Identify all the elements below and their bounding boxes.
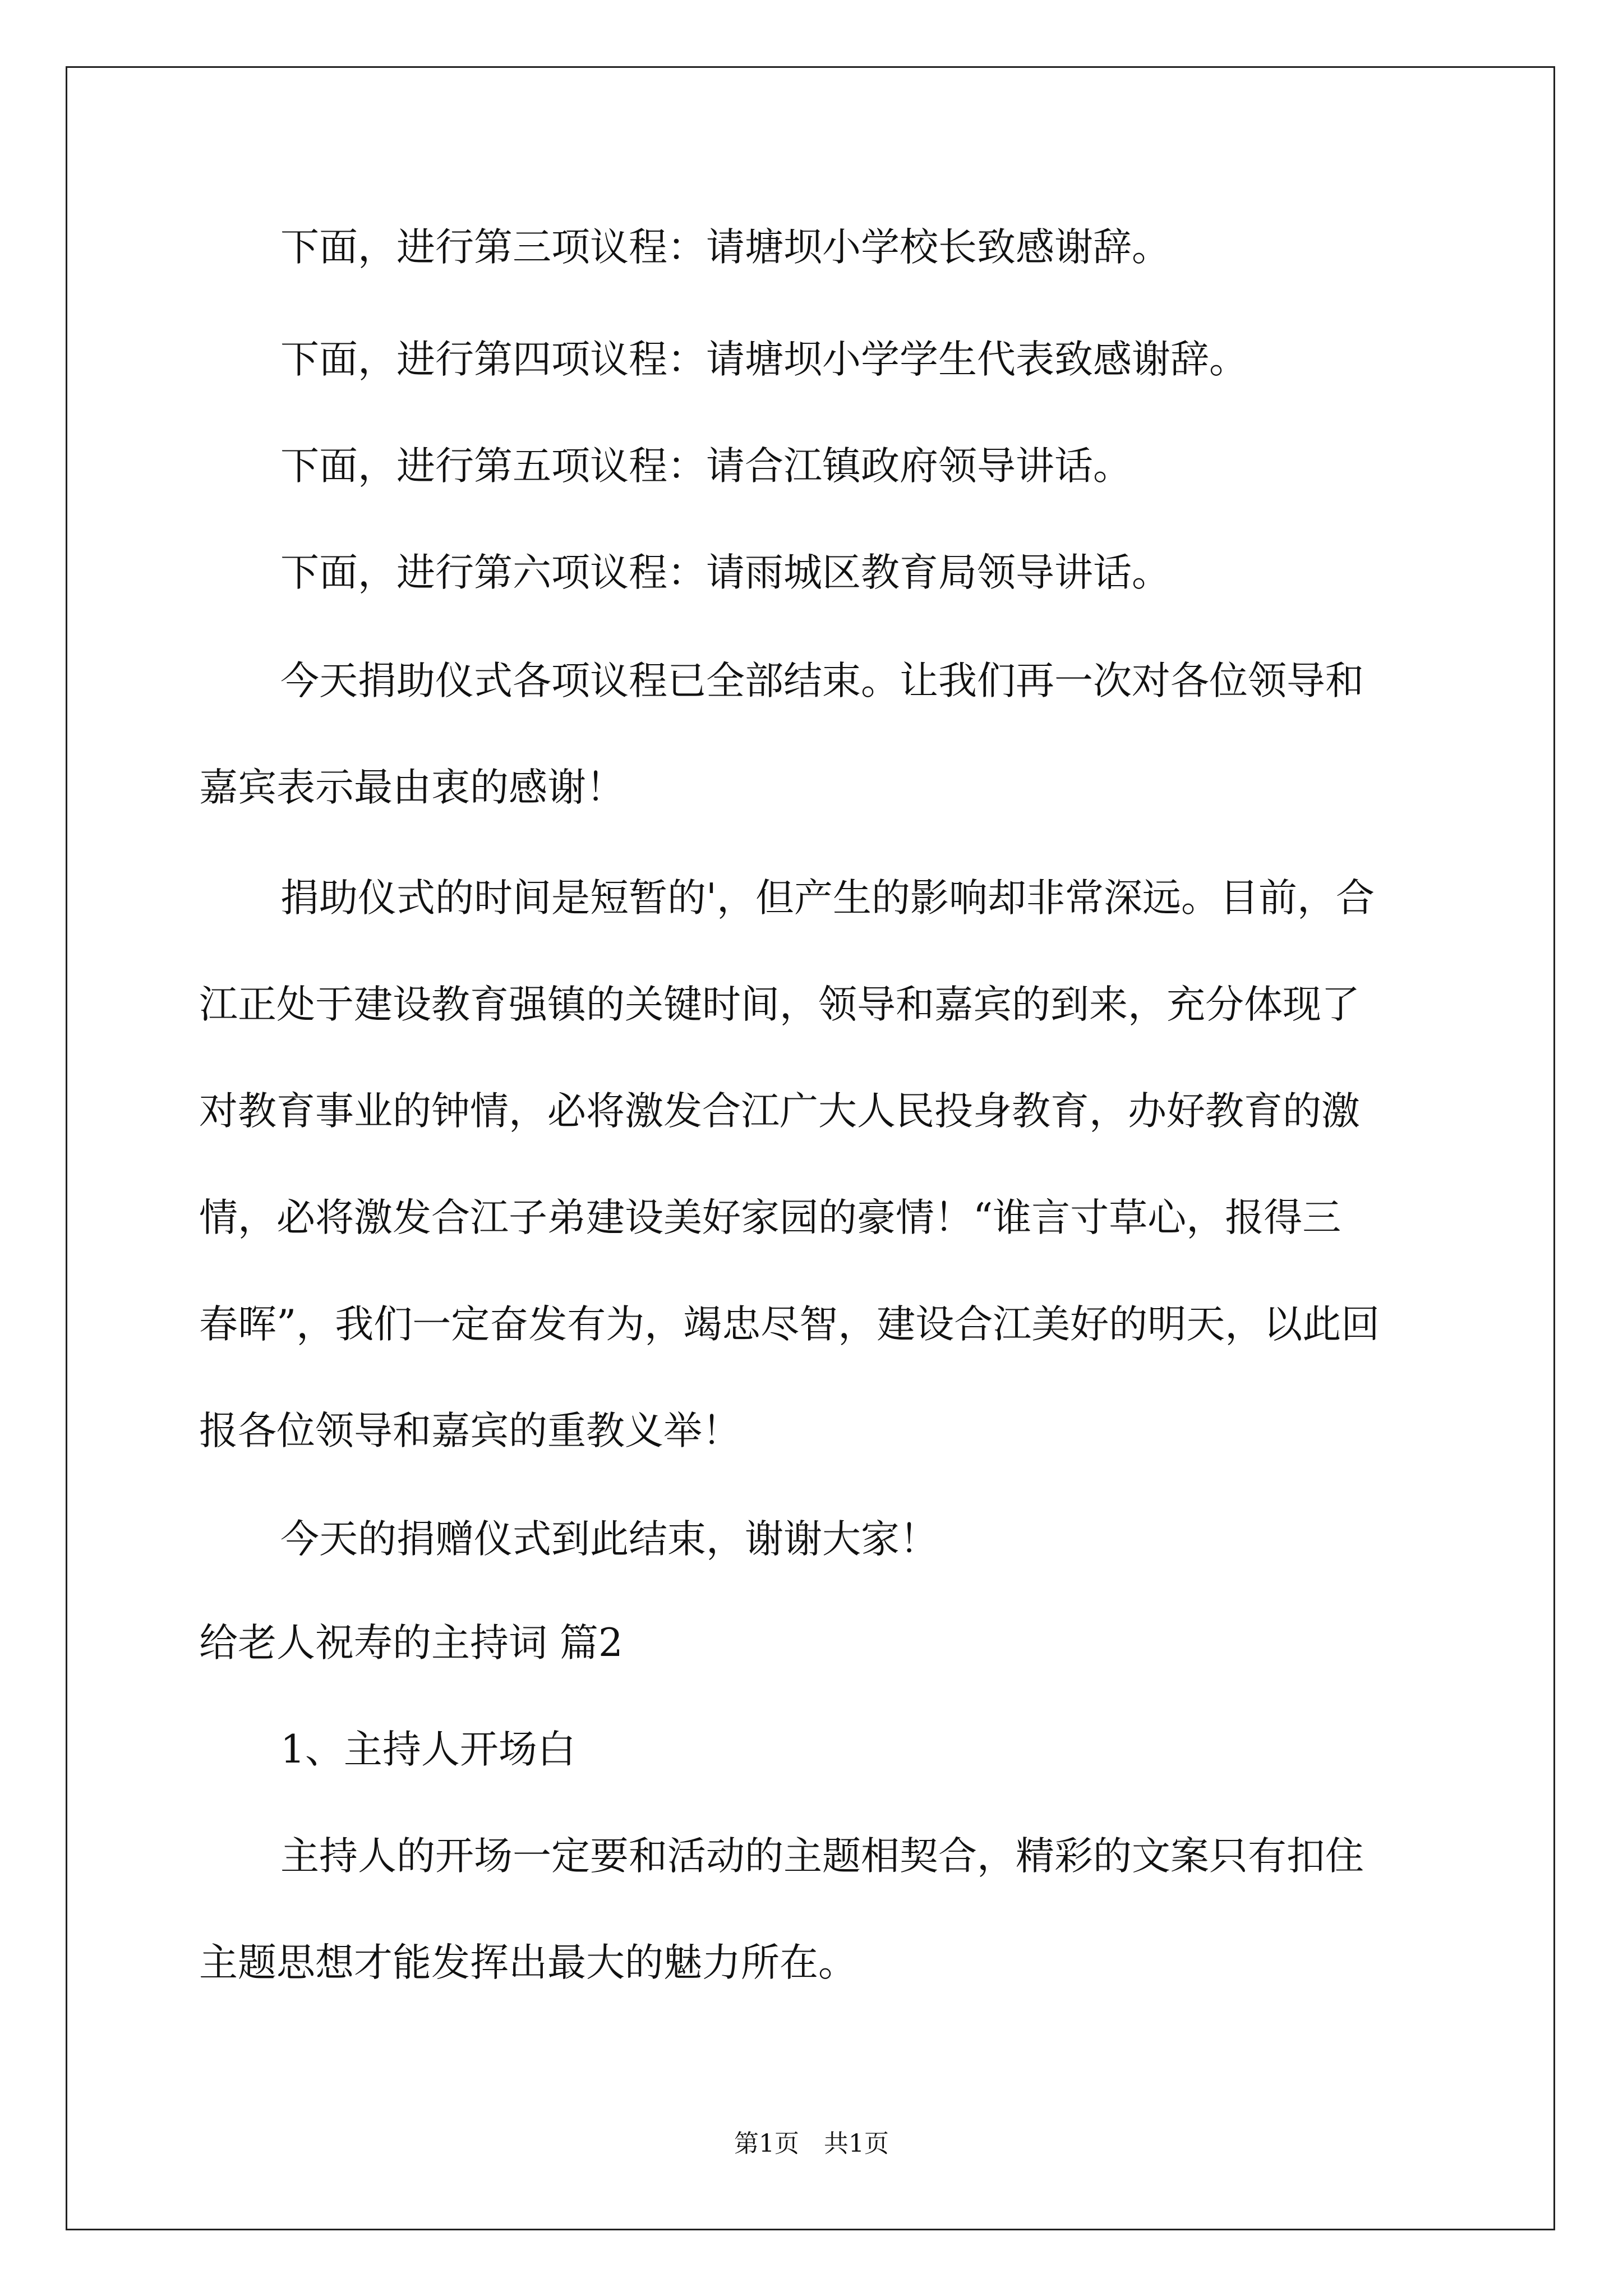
paragraph-agenda-5: 下面，进行第五项议程：请合江镇政府领导讲话。	[280, 444, 1132, 489]
subsection-heading: 1、主持人开场白	[280, 1727, 576, 1772]
paragraph-closing-line: 今天捐助仪式各项议程已全部结束。让我们再一次对各位领导和	[280, 659, 1364, 703]
page-border	[66, 66, 1555, 2230]
paragraph-agenda-6: 下面，进行第六项议程：请雨城区教育局领导讲话。	[280, 550, 1170, 595]
paragraph-impact-line: 江正处于建设教育强镇的关键时间，领导和嘉宾的到来，充分体现了	[199, 982, 1360, 1027]
paragraph-impact-line: 对教育事业的钟情，必将激发合江广大人民投身教育，办好教育的激	[199, 1089, 1360, 1134]
paragraph-host-opening: 主持人的开场一定要和活动的主题相契合，精彩的文案只有扣住	[280, 1834, 1364, 1879]
paragraph-closing-line: 嘉宾表示最由衷的感谢！	[199, 765, 625, 810]
section-heading: 给老人祝寿的主持词 篇2	[199, 1621, 623, 1665]
paragraph-impact-line: 春晖”，我们一定奋发有为，竭忠尽智，建设合江美好的明天，以此回	[199, 1302, 1380, 1347]
paragraph-impact-line: 报各位领导和嘉宾的重教义举！	[199, 1409, 741, 1453]
page-footer: 第1页 共1页	[734, 2129, 889, 2158]
paragraph-agenda-3: 下面，进行第三项议程：请塘坝小学校长致感谢辞。	[280, 225, 1170, 270]
paragraph-host-opening: 主题思想才能发挥出最大的魅力所在。	[199, 1940, 857, 1985]
paragraph-agenda-4: 下面，进行第四项议程：请塘坝小学学生代表致感谢辞。	[280, 337, 1248, 382]
paragraph-impact-line: 捐助仪式的时间是短暂的'，但产生的影响却非常深远。目前，合	[280, 876, 1375, 921]
paragraph-end-thanks: 今天的捐赠仪式到此结束，谢谢大家！	[280, 1517, 938, 1562]
paragraph-impact-line: 情，必将激发合江子弟建设美好家园的豪情！“谁言寸草心，报得三	[199, 1195, 1341, 1240]
